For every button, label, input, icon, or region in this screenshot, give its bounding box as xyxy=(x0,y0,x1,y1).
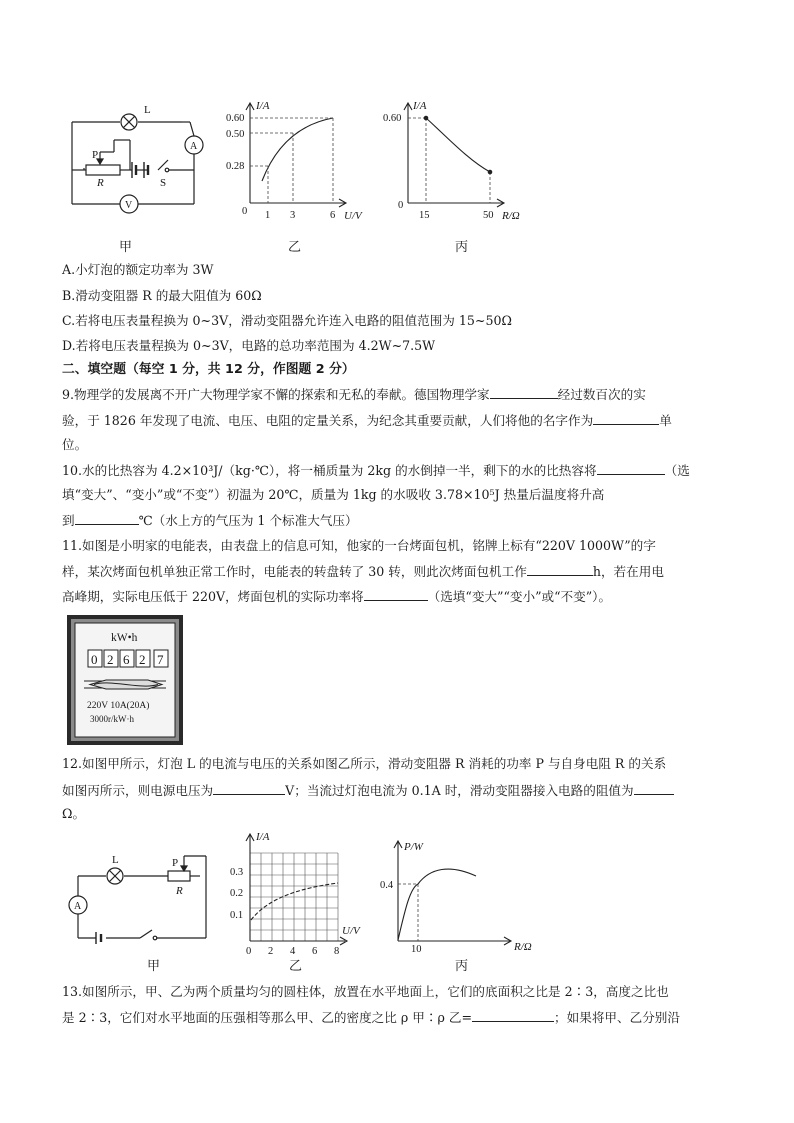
graph3-origin: 0 xyxy=(398,200,404,211)
graph2-origin: 0 xyxy=(242,206,248,217)
q12-line-2 xyxy=(62,781,674,800)
graph-ytick: 0.3 xyxy=(230,867,244,878)
q10-text: ℃（水上方的气压为 1 个标准大气压） xyxy=(138,513,358,528)
circuit-diagram-1 xyxy=(72,122,194,204)
meter-digit: 7 xyxy=(157,652,164,667)
q9-line-2 xyxy=(62,411,672,430)
graph-ytick: 0.2 xyxy=(230,888,244,899)
graph3-xlabel: R/Ω xyxy=(502,210,520,222)
meter-digit: 0 xyxy=(91,652,98,667)
q10-line-1 xyxy=(62,461,690,480)
graph-ytick: 0.4 xyxy=(380,880,394,891)
caption-yi: 乙 xyxy=(288,239,302,254)
answer-blank[interactable] xyxy=(75,511,139,525)
caption-bing: 丙 xyxy=(455,958,469,973)
graph2-ytick: 0.28 xyxy=(226,161,245,172)
graph-xtick: 10 xyxy=(411,944,422,955)
q11-text: （选填“变大”“变小”或“不变”）。 xyxy=(427,589,612,604)
option-a: A.小灯泡的额定功率为 3W xyxy=(62,262,214,277)
q10-text: （选 xyxy=(664,463,690,478)
switch-label: S xyxy=(160,177,167,189)
resistor-label: R xyxy=(176,885,183,897)
graph3-ylabel: I/A xyxy=(413,100,427,112)
graph-xtick: 8 xyxy=(334,946,340,957)
ammeter-label: A xyxy=(74,901,82,912)
slider-label: P xyxy=(92,149,99,161)
meter-unit: kW•h xyxy=(111,632,138,644)
q11-line-1: 11.如图是小明家的电能表，由表盘上的信息可知，他家的一台烤面包机，铭牌上标有“220V 1000W”的字 xyxy=(62,538,656,553)
graph2-xtick: 6 xyxy=(330,210,336,221)
graph-xtick: 0 xyxy=(246,946,252,957)
answer-blank[interactable] xyxy=(593,411,659,425)
q13-text: ；如果将甲、乙分别沿 xyxy=(554,1010,680,1025)
answer-blank[interactable] xyxy=(634,781,674,795)
caption-yi: 乙 xyxy=(289,958,303,973)
graph-ytick: 0.1 xyxy=(230,910,244,921)
q11-text: h，若在用电 xyxy=(592,564,664,579)
graph2-xtick: 1 xyxy=(265,210,271,221)
q10-text: 10.水的比热容为 4.2×10³J/（kg·℃），将一桶质量为 2kg 的水倒掉一半，剩下的水的比热容将 xyxy=(62,463,597,478)
graph-current-voltage xyxy=(226,100,363,222)
graph-xlabel: U/V xyxy=(342,925,360,937)
q9-text: 验，于 1826 年发现了电流、电压、电阻的定量关系，为纪念其重要贡献，人们将他的名字作为 xyxy=(62,413,594,428)
rheostat-icon xyxy=(168,871,190,881)
graph3-xtick: 50 xyxy=(483,210,494,221)
ammeter-label: A xyxy=(190,141,198,152)
q9-line-1 xyxy=(62,385,646,404)
answer-blank[interactable] xyxy=(597,461,665,475)
answer-blank[interactable] xyxy=(364,587,428,601)
answer-blank[interactable] xyxy=(527,562,593,576)
rheostat-icon xyxy=(86,165,120,175)
graph2-xlabel: U/V xyxy=(344,210,362,222)
lamp-label: L xyxy=(112,854,119,866)
meter-digit: 2 xyxy=(107,652,114,667)
q9-text: 9.物理学的发展离不开广大物理学家不懈的探索和无私的奉献。德国物理学家 xyxy=(62,387,490,402)
q13-line-2 xyxy=(62,1008,680,1027)
q13-line-1: 13.如图所示，甲、乙为两个质量均匀的圆柱体，放置在水平地面上，它们的底面积之比是 2∶3，高度之比也 xyxy=(62,984,669,999)
graph-ylabel: I/A xyxy=(256,831,270,843)
q9-text: 单 xyxy=(659,413,672,428)
section-title: 二、填空题（每空 1 分，共 12 分，作图题 2 分） xyxy=(62,362,355,377)
slider-label: P xyxy=(172,857,179,869)
graph-xtick: 2 xyxy=(268,946,274,957)
option-b: B.滑动变阻器 R 的最大阻值为 60Ω xyxy=(62,288,262,303)
graph-xtick: 4 xyxy=(290,946,296,957)
q12-line-3: Ω。 xyxy=(62,806,86,821)
q9-text: 经过数百次的实 xyxy=(557,387,646,402)
answer-blank[interactable] xyxy=(213,781,285,795)
q12-line-1: 12.如图甲所示，灯泡 L 的电流与电压的关系如图乙所示，滑动变阻器 R 消耗的功率 P 与自身电阻 R 的关系 xyxy=(62,756,667,771)
caption-bing: 丙 xyxy=(455,239,469,254)
graph3-xtick: 15 xyxy=(419,210,430,221)
q12-text: 如图丙所示，则电源电压为 xyxy=(62,783,214,798)
resistor-label: R xyxy=(97,177,104,189)
graph2-xtick: 3 xyxy=(290,210,296,221)
graph2-ytick: 0.50 xyxy=(226,129,245,140)
q13-text: 是 2∶3，它们对水平地面的压强相等那么甲、乙的密度之比 ρ 甲∶ρ 乙= xyxy=(62,1010,473,1025)
graph2-ylabel: I/A xyxy=(256,100,270,112)
graph3-ytick: 0.60 xyxy=(383,113,402,124)
meter-disc-icon xyxy=(84,680,166,689)
q10-line-2: 填“变大”、“变小”或“不变”）初温为 20℃，质量为 1kg 的水吸收 3.78×10⁵J 热量后温度将升高 xyxy=(62,487,605,502)
graph-power-resistance xyxy=(380,841,532,955)
option-c: C.若将电压表量程换为 0~3V，滑动变阻器允许连入电路的阻值范围为 15~50Ω xyxy=(62,313,512,328)
graph2-ytick: 0.60 xyxy=(226,113,245,124)
graph-xtick: 6 xyxy=(312,946,318,957)
circuit-diagram-2 xyxy=(78,856,206,944)
graph-xlabel: R/Ω xyxy=(514,941,532,953)
figure-1 xyxy=(60,92,520,262)
q11-line-3 xyxy=(62,587,611,606)
q11-text: 高峰期，实际电压低于 220V，烤面包机的实际功率将 xyxy=(62,589,364,604)
q12-text: V；当流过灯泡电流为 0.1A 时，滑动变阻器接入电路的阻值为 xyxy=(285,783,634,798)
voltmeter-label: V xyxy=(125,200,133,211)
answer-blank[interactable] xyxy=(472,1008,554,1022)
lamp-label: L xyxy=(144,104,151,116)
meter-digit: 2 xyxy=(139,652,146,667)
option-d: D.若将电压表量程换为 0~3V，电路的总功率范围为 4.2W~7.5W xyxy=(62,338,436,353)
graph-ylabel: P/W xyxy=(404,841,423,853)
energy-meter xyxy=(66,614,184,746)
meter-revolutions: 3000r/kW·h xyxy=(90,714,134,724)
q10-line-3 xyxy=(62,511,358,530)
q11-line-2 xyxy=(62,562,664,581)
figure-2 xyxy=(60,826,540,976)
q10-text: 到 xyxy=(62,513,75,528)
meter-rating: 220V 10A(20A) xyxy=(87,701,150,711)
meter-digit: 6 xyxy=(123,652,130,667)
answer-blank[interactable] xyxy=(490,385,558,399)
graph-current-resistance xyxy=(383,100,520,222)
caption-jia: 甲 xyxy=(147,958,161,973)
q11-text: 样，某次烤面包机单独正常工作时，电能表的转盘转了 30 转，则此次烤面包机工作 xyxy=(62,564,527,579)
caption-jia: 甲 xyxy=(119,239,133,254)
q9-line-3: 位。 xyxy=(62,437,88,452)
graph-current-voltage-2 xyxy=(230,831,361,957)
